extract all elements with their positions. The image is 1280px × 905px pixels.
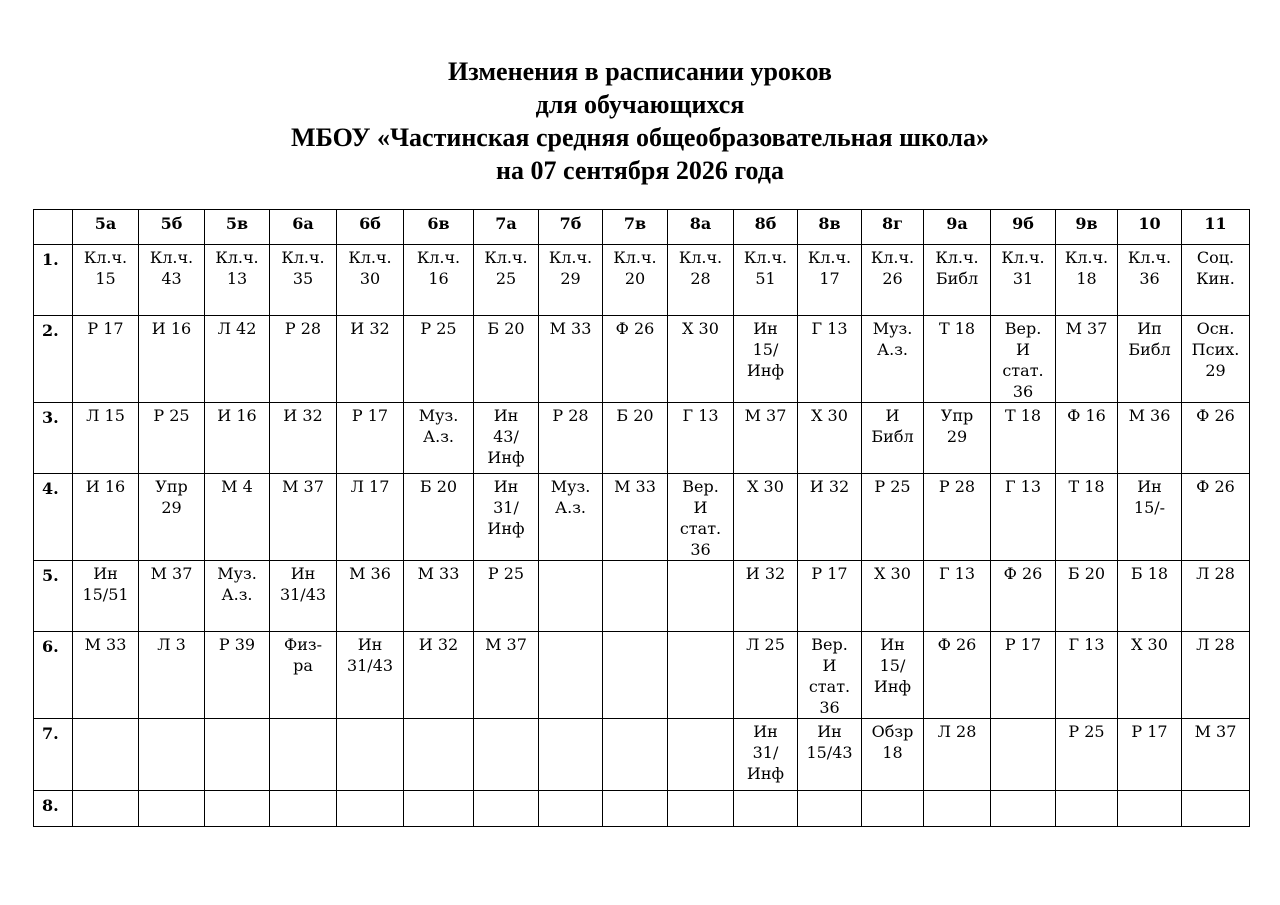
table-cell <box>862 632 924 719</box>
table-cell <box>205 316 270 403</box>
table-cell <box>270 632 337 719</box>
table-cell <box>73 719 139 791</box>
lesson-number: 4. <box>34 474 73 561</box>
table-cell <box>539 316 603 403</box>
table-cell <box>205 719 270 791</box>
lesson-entry: Б 20 <box>616 406 654 425</box>
table-cell <box>1056 632 1118 719</box>
table-cell <box>1118 474 1182 561</box>
lesson-number: 8. <box>34 791 73 827</box>
table-cell <box>73 316 139 403</box>
lesson-entry: Ин 43/ Инф <box>487 406 525 467</box>
lesson-entry: Г 13 <box>938 564 976 583</box>
table-cell <box>1182 561 1250 632</box>
table-cell <box>270 403 337 474</box>
table-cell <box>862 316 924 403</box>
lesson-entry: Кл.ч. 30 <box>348 248 392 288</box>
lesson-entry: Ин 15/43 <box>806 722 853 762</box>
table-cell <box>337 245 404 316</box>
table-cell <box>270 474 337 561</box>
lesson-number: 7. <box>34 719 73 791</box>
table-cell <box>337 403 404 474</box>
lesson-entry: Кл.ч. 25 <box>484 248 528 288</box>
lesson-entry: Ин 31/ Инф <box>746 722 785 783</box>
column-header-9v: 9в <box>1056 210 1118 245</box>
column-header-7b: 7б <box>539 210 603 245</box>
lesson-entry: Р 25 <box>153 406 190 425</box>
table-row <box>34 245 1250 316</box>
table-cell <box>924 316 991 403</box>
lesson-entry: Р 17 <box>351 406 389 425</box>
column-header-10: 10 <box>1118 210 1182 245</box>
lesson-entry: Муз. А.з. <box>418 406 459 446</box>
table-cell <box>1118 791 1182 827</box>
title-line-1: Изменения в расписании уроков <box>448 57 832 86</box>
lesson-number: 5. <box>34 561 73 632</box>
table-cell <box>668 719 734 791</box>
lesson-entry: Ф 26 <box>1196 477 1235 496</box>
lesson-entry: Кл.ч. 13 <box>215 248 259 288</box>
table-cell <box>668 316 734 403</box>
table-cell <box>798 403 862 474</box>
column-header-11: 11 <box>1182 210 1250 245</box>
table-cell <box>139 561 205 632</box>
lesson-entry: М 37 <box>1194 722 1237 741</box>
lesson-entry: Р 17 <box>87 319 124 338</box>
column-header-5a: 5а <box>73 210 139 245</box>
table-cell <box>270 245 337 316</box>
lesson-entry: И 16 <box>217 406 257 425</box>
lesson-entry: И 16 <box>85 477 126 496</box>
table-cell <box>337 316 404 403</box>
table-cell <box>798 245 862 316</box>
lesson-entry: И 32 <box>283 406 323 425</box>
lesson-entry: Вер. И стат. 36 <box>808 635 851 717</box>
title-line-3: МБОУ «Частинская средняя общеобразовательная школа» <box>291 123 989 152</box>
table-cell <box>539 632 603 719</box>
table-cell <box>603 316 668 403</box>
column-header-6a: 6а <box>270 210 337 245</box>
table-cell <box>668 403 734 474</box>
table-cell <box>798 632 862 719</box>
lesson-entry: Кл.ч. 26 <box>870 248 915 288</box>
table-cell <box>139 245 205 316</box>
lesson-entry: Ин 15/ Инф <box>873 635 912 696</box>
table-cell <box>734 632 798 719</box>
table-cell <box>474 403 539 474</box>
header-row <box>34 210 1250 245</box>
lesson-entry: И Библ <box>871 406 914 446</box>
table-cell <box>404 316 474 403</box>
table-cell <box>404 474 474 561</box>
table-cell <box>603 561 668 632</box>
document-title <box>0 55 1280 187</box>
column-header-5v: 5в <box>205 210 270 245</box>
table-cell <box>73 632 139 719</box>
lesson-entry: И 32 <box>809 477 850 496</box>
lesson-entry: М 33 <box>417 564 460 583</box>
table-cell <box>404 719 474 791</box>
table-cell <box>603 632 668 719</box>
table-cell <box>603 403 668 474</box>
table-row <box>34 632 1250 719</box>
table-row <box>34 474 1250 561</box>
lesson-entry: М 36 <box>1128 406 1171 425</box>
lesson-entry: Ф 26 <box>615 319 655 338</box>
lesson-number: 6. <box>34 632 73 719</box>
table-cell <box>404 791 474 827</box>
table-cell <box>798 316 862 403</box>
table-cell <box>991 316 1056 403</box>
lesson-entry: Т 18 <box>1068 477 1105 496</box>
column-header-7a: 7а <box>474 210 539 245</box>
table-cell <box>337 474 404 561</box>
lesson-entry: Кл.ч. 17 <box>807 248 852 288</box>
table-cell <box>139 632 205 719</box>
title-line-4: на 07 сентября 2026 года <box>496 156 784 185</box>
column-header-6b: 6б <box>337 210 404 245</box>
table-cell <box>991 474 1056 561</box>
table-cell <box>603 245 668 316</box>
table-cell <box>798 791 862 827</box>
column-header-8g: 8г <box>862 210 924 245</box>
table-cell <box>924 719 991 791</box>
table-cell <box>1182 316 1250 403</box>
lesson-entry: Т 18 <box>1004 406 1042 425</box>
table-cell <box>924 403 991 474</box>
lesson-entry: Ин 31/43 <box>346 635 394 675</box>
lesson-entry: Кл.ч. 29 <box>548 248 593 288</box>
lesson-entry: И 32 <box>350 319 390 338</box>
table-cell <box>991 403 1056 474</box>
lesson-entry: Ин 15/ Инф <box>746 319 785 380</box>
lesson-entry: Кл.ч. 28 <box>678 248 723 288</box>
lesson-entry: Р 28 <box>284 319 322 338</box>
table-cell <box>1056 316 1118 403</box>
table-cell <box>404 561 474 632</box>
table-cell <box>862 561 924 632</box>
table-cell <box>1182 632 1250 719</box>
lesson-entry: Кл.ч. 16 <box>416 248 461 288</box>
lesson-entry: Ф 26 <box>1196 406 1235 425</box>
table-cell <box>798 561 862 632</box>
table-cell <box>539 474 603 561</box>
lesson-entry: Ин 15/- <box>1133 477 1166 517</box>
table-cell <box>539 719 603 791</box>
table-cell <box>1118 561 1182 632</box>
table-cell <box>1056 719 1118 791</box>
table-cell <box>1056 403 1118 474</box>
table-cell <box>474 719 539 791</box>
lesson-entry: Р 25 <box>874 477 911 496</box>
table-cell <box>1118 403 1182 474</box>
lesson-entry: Л 25 <box>746 635 785 654</box>
lesson-entry: Т 18 <box>938 319 976 338</box>
table-cell <box>862 791 924 827</box>
table-cell <box>991 561 1056 632</box>
table-cell <box>474 316 539 403</box>
table-cell <box>603 719 668 791</box>
table-cell <box>668 245 734 316</box>
table-cell <box>862 403 924 474</box>
lesson-entry: Х 30 <box>874 564 911 583</box>
lesson-entry: М 33 <box>549 319 592 338</box>
lesson-entry: Кл.ч. 35 <box>281 248 325 288</box>
lesson-entry: Ин 31/43 <box>279 564 327 604</box>
table-row <box>34 561 1250 632</box>
lesson-entry: Ф 16 <box>1067 406 1106 425</box>
lesson-entry: М 4 <box>221 477 253 496</box>
schedule-table <box>33 209 1250 827</box>
table-cell <box>73 245 139 316</box>
lesson-entry: Кл.ч. 51 <box>743 248 788 288</box>
table-cell <box>474 791 539 827</box>
table-cell <box>603 791 668 827</box>
table-cell <box>539 403 603 474</box>
lesson-entry: Муз. А.з. <box>217 564 257 604</box>
table-cell <box>1182 791 1250 827</box>
table-cell <box>862 474 924 561</box>
lesson-entry: Х 30 <box>682 319 719 338</box>
column-header-8a: 8а <box>668 210 734 245</box>
lesson-entry: Х 30 <box>811 406 848 425</box>
table-cell <box>1056 245 1118 316</box>
lesson-entry: Ип Библ <box>1128 319 1171 359</box>
table-cell <box>1056 474 1118 561</box>
lesson-entry: Ин 31/ Инф <box>487 477 525 538</box>
table-cell <box>1182 245 1250 316</box>
lesson-entry: М 37 <box>744 406 787 425</box>
table-cell <box>474 632 539 719</box>
table-cell <box>1118 316 1182 403</box>
table-cell <box>734 791 798 827</box>
lesson-entry: Р 25 <box>1068 722 1105 741</box>
table-cell <box>337 719 404 791</box>
table-cell <box>270 316 337 403</box>
table-cell <box>991 632 1056 719</box>
table-cell <box>1182 719 1250 791</box>
lesson-entry: М 37 <box>1065 319 1108 338</box>
table-cell <box>991 719 1056 791</box>
table-cell <box>1118 719 1182 791</box>
table-cell <box>270 561 337 632</box>
table-cell <box>73 561 139 632</box>
lesson-entry: Г 13 <box>1004 477 1042 496</box>
table-cell <box>734 316 798 403</box>
table-cell <box>474 474 539 561</box>
schedule-body <box>34 245 1250 827</box>
lesson-entry: И 16 <box>151 319 192 338</box>
table-cell <box>139 316 205 403</box>
lesson-entry: М 37 <box>485 635 527 654</box>
lesson-entry: Кл.ч. 20 <box>613 248 657 288</box>
lesson-entry: Упр 29 <box>155 477 188 517</box>
table-cell <box>73 791 139 827</box>
lesson-entry: Кл.ч. 15 <box>83 248 128 288</box>
table-cell <box>1056 791 1118 827</box>
lesson-entry: Г 13 <box>1068 635 1105 654</box>
table-cell <box>668 474 734 561</box>
lesson-entry: Осн. Псих. 29 <box>1191 319 1240 380</box>
lesson-entry: Л 17 <box>350 477 390 496</box>
table-cell <box>205 632 270 719</box>
table-cell <box>924 245 991 316</box>
lesson-entry: Кл.ч. 18 <box>1064 248 1109 288</box>
table-cell <box>139 791 205 827</box>
table-cell <box>270 791 337 827</box>
title-line-2: для обучающихся <box>535 90 745 119</box>
lesson-entry: Муз. А.з. <box>550 477 591 517</box>
lesson-entry: Х 30 <box>1131 635 1168 654</box>
table-cell <box>205 403 270 474</box>
table-cell <box>734 245 798 316</box>
lesson-entry: Б 20 <box>487 319 525 338</box>
table-cell <box>404 632 474 719</box>
table-cell <box>337 561 404 632</box>
table-cell <box>539 245 603 316</box>
lesson-entry: Соц. Кин. <box>1196 248 1235 288</box>
lesson-entry: Б 20 <box>419 477 458 496</box>
table-cell <box>734 561 798 632</box>
table-cell <box>668 561 734 632</box>
table-cell <box>404 245 474 316</box>
lesson-entry: И 32 <box>418 635 459 654</box>
column-header-9a: 9а <box>924 210 991 245</box>
lesson-entry: Г 13 <box>811 319 848 338</box>
table-cell <box>1118 632 1182 719</box>
lesson-entry: Кл.ч. 43 <box>149 248 194 288</box>
lesson-entry: И 32 <box>745 564 786 583</box>
table-cell <box>337 632 404 719</box>
table-row <box>34 791 1250 827</box>
lesson-entry: М 36 <box>349 564 391 583</box>
lesson-entry: Кл.ч. Библ <box>935 248 979 288</box>
lesson-entry: Упр 29 <box>940 406 974 446</box>
table-cell <box>1182 474 1250 561</box>
lesson-entry: Л 28 <box>937 722 977 741</box>
table-cell <box>991 791 1056 827</box>
lesson-entry: Муз. А.з. <box>872 319 913 359</box>
table-cell <box>73 403 139 474</box>
column-header-9b: 9б <box>991 210 1056 245</box>
table-cell <box>924 632 991 719</box>
table-cell <box>539 791 603 827</box>
table-cell <box>474 561 539 632</box>
column-header-corner <box>34 210 73 245</box>
lesson-entry: Л 15 <box>86 406 125 425</box>
lesson-entry: Р 17 <box>1004 635 1042 654</box>
lesson-entry: Р 28 <box>552 406 589 425</box>
table-cell <box>668 632 734 719</box>
lesson-number: 1. <box>34 245 73 316</box>
lesson-entry: Р 17 <box>811 564 848 583</box>
lesson-entry: Б 20 <box>1067 564 1106 583</box>
table-cell <box>924 791 991 827</box>
table-cell <box>337 791 404 827</box>
table-cell <box>668 791 734 827</box>
lesson-entry: Кл.ч. 31 <box>1001 248 1045 288</box>
lesson-entry: Р 28 <box>938 477 976 496</box>
table-cell <box>798 474 862 561</box>
table-cell <box>991 245 1056 316</box>
table-cell <box>924 474 991 561</box>
lesson-entry: Ф 26 <box>937 635 977 654</box>
table-cell <box>1118 245 1182 316</box>
column-header-7v: 7в <box>603 210 668 245</box>
lesson-entry: М 33 <box>614 477 656 496</box>
table-cell <box>734 719 798 791</box>
table-cell <box>139 719 205 791</box>
table-cell <box>603 474 668 561</box>
lesson-entry: Р 39 <box>218 635 256 654</box>
table-cell <box>474 245 539 316</box>
lesson-entry: Л 28 <box>1196 564 1235 583</box>
table-cell <box>139 403 205 474</box>
column-header-8v: 8в <box>798 210 862 245</box>
column-header-5b: 5б <box>139 210 205 245</box>
table-cell <box>73 474 139 561</box>
lesson-entry: Х 30 <box>747 477 784 496</box>
column-header-8b: 8б <box>734 210 798 245</box>
table-cell <box>734 403 798 474</box>
table-cell <box>205 791 270 827</box>
lesson-entry: Г 13 <box>682 406 719 425</box>
column-header-6v: 6в <box>404 210 474 245</box>
table-cell <box>924 561 991 632</box>
lesson-entry: Кл.ч. 36 <box>1127 248 1172 288</box>
table-row <box>34 403 1250 474</box>
lesson-entry: Вер. И стат. 36 <box>679 477 722 559</box>
table-cell <box>798 719 862 791</box>
table-cell <box>205 474 270 561</box>
lesson-entry: Р 25 <box>420 319 457 338</box>
lesson-entry: Л 42 <box>217 319 257 338</box>
table-cell <box>734 474 798 561</box>
lesson-entry: Л 3 <box>157 635 186 654</box>
lesson-entry: М 37 <box>150 564 193 583</box>
table-cell <box>205 561 270 632</box>
table-row <box>34 719 1250 791</box>
table-cell <box>270 719 337 791</box>
table-cell <box>139 474 205 561</box>
lesson-entry: Л 28 <box>1196 635 1235 654</box>
lesson-entry: Р 17 <box>1131 722 1168 741</box>
lesson-entry: Р 25 <box>487 564 525 583</box>
lesson-entry: Обзр 18 <box>871 722 914 762</box>
lesson-entry: Б 18 <box>1130 564 1169 583</box>
table-cell <box>205 245 270 316</box>
lesson-entry: М 37 <box>282 477 324 496</box>
table-cell <box>404 403 474 474</box>
table-cell <box>1056 561 1118 632</box>
table-cell <box>1182 403 1250 474</box>
lesson-number: 2. <box>34 316 73 403</box>
lesson-entry: Ф 26 <box>1003 564 1043 583</box>
table-cell <box>539 561 603 632</box>
table-row <box>34 316 1250 403</box>
lesson-entry: Физ- ра <box>283 635 323 675</box>
table-cell <box>862 245 924 316</box>
table-cell <box>862 719 924 791</box>
lesson-entry: М 33 <box>84 635 127 654</box>
lesson-number: 3. <box>34 403 73 474</box>
lesson-entry: Ин 15/51 <box>82 564 129 604</box>
lesson-entry: Вер. И стат. 36 <box>1002 319 1044 401</box>
